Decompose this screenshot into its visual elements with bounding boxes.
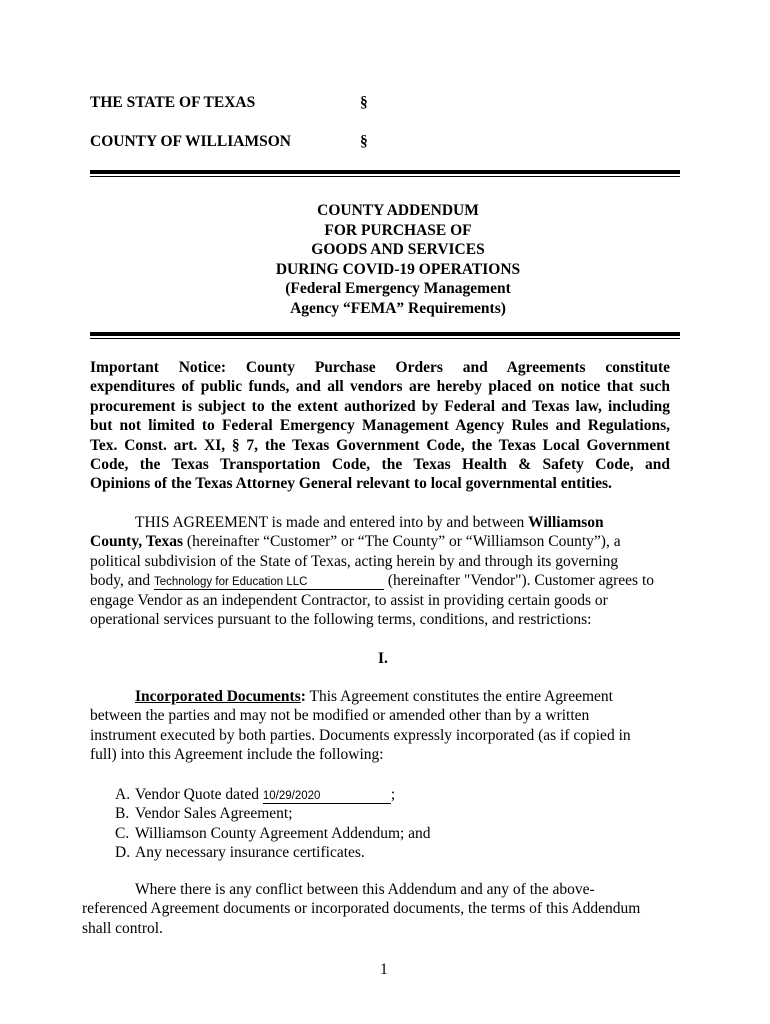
section-mark-1: § [360, 94, 368, 111]
state-heading: THE STATE OF TEXAS [90, 94, 256, 111]
notice-line: but not limited to Federal Emergency Management Agency Rules and Regulations, [90, 417, 670, 435]
page-number: 1 [380, 961, 388, 978]
title-line: Agency “FEMA” Requirements) [290, 299, 506, 317]
list-item: B. Vendor Sales Agreement; [115, 805, 293, 823]
incorporated-heading: Incorporated Documents [135, 688, 301, 705]
agreement-line-1: THIS AGREEMENT is made and entered into by and between Williamson [135, 514, 604, 531]
county-heading: COUNTY OF WILLIAMSON [90, 133, 291, 150]
agreement-line-4: body, and Technology for Education LLC (hereinafter "Vendor"). Customer agrees to [90, 572, 655, 590]
vendor-name-field[interactable]: Technology for Education LLC [154, 576, 384, 590]
notice-line: procurement is subject to the extent authorized by Federal and Texas law, including [90, 397, 670, 415]
list-item: C. Williamson County Agreement Addendum; and [115, 824, 431, 842]
list-item: A. Vendor Quote dated 10/29/2020 ; [115, 786, 396, 803]
conflict-line-1: Where there is any conflict between this Addendum and any of the above- [135, 881, 595, 898]
notice-line: Code, the Texas Transportation Code, the Texas Health & Safety Code, and [90, 456, 670, 474]
agreement-line-6: operational services pursuant to the following terms, conditions, and restrictions: [90, 611, 592, 629]
document-title [90, 201, 706, 318]
notice-line: Opinions of the Texas Attorney General relevant to local governmental entities. [90, 475, 612, 493]
incorporated-line-1: Incorporated Documents: This Agreement constitutes the entire Agreement [135, 688, 613, 705]
section-number: I. [378, 650, 388, 667]
title-line: GOODS AND SERVICES [311, 241, 485, 258]
conflict-line-2: referenced Agreement documents or incorporated documents, the terms of this Addendum [82, 900, 641, 918]
incorporated-line-4: full) into this Agreement include the following: [90, 746, 384, 764]
agreement-line-2: County, Texas (hereinafter “Customer” or “The County” or “Williamson County”), a [90, 533, 621, 551]
agreement-line-3: political subdivision of the State of Texas, acting herein by and through its governing [90, 552, 619, 570]
title-line: DURING COVID-19 OPERATIONS [275, 260, 521, 278]
incorporated-documents-list [115, 785, 431, 863]
agreement-line-5: engage Vendor as an independent Contractor, to assist in providing certain goods or [90, 591, 608, 609]
quote-date-field[interactable]: 10/29/2020 [263, 790, 391, 804]
section-mark-2: § [360, 133, 368, 150]
agreement-paragraph [90, 513, 680, 629]
notice-line: expenditures of public funds, and all vendors are hereby placed on notice that such [90, 378, 670, 396]
title-line: COUNTY ADDENDUM [317, 202, 479, 219]
title-line: FOR PURCHASE OF [324, 221, 472, 239]
title-line: (Federal Emergency Management [285, 280, 511, 297]
incorporated-paragraph [90, 687, 680, 765]
notice-line: Important Notice: County Purchase Orders and Agreements constitute [90, 359, 670, 376]
conflict-line-3: shall control. [82, 919, 163, 937]
list-item: D. Any necessary insurance certificates. [115, 844, 365, 862]
incorporated-line-3: instrument executed by both parties. Documents expressly incorporated (as if copied in [90, 726, 631, 744]
notice-line: Tex. Const. art. XI, § 7, the Texas Government Code, the Texas Local Government [90, 436, 670, 454]
incorporated-line-2: between the parties and may not be modified or amended other than by a written [90, 707, 590, 725]
important-notice [90, 358, 670, 494]
conflict-paragraph [82, 880, 682, 938]
